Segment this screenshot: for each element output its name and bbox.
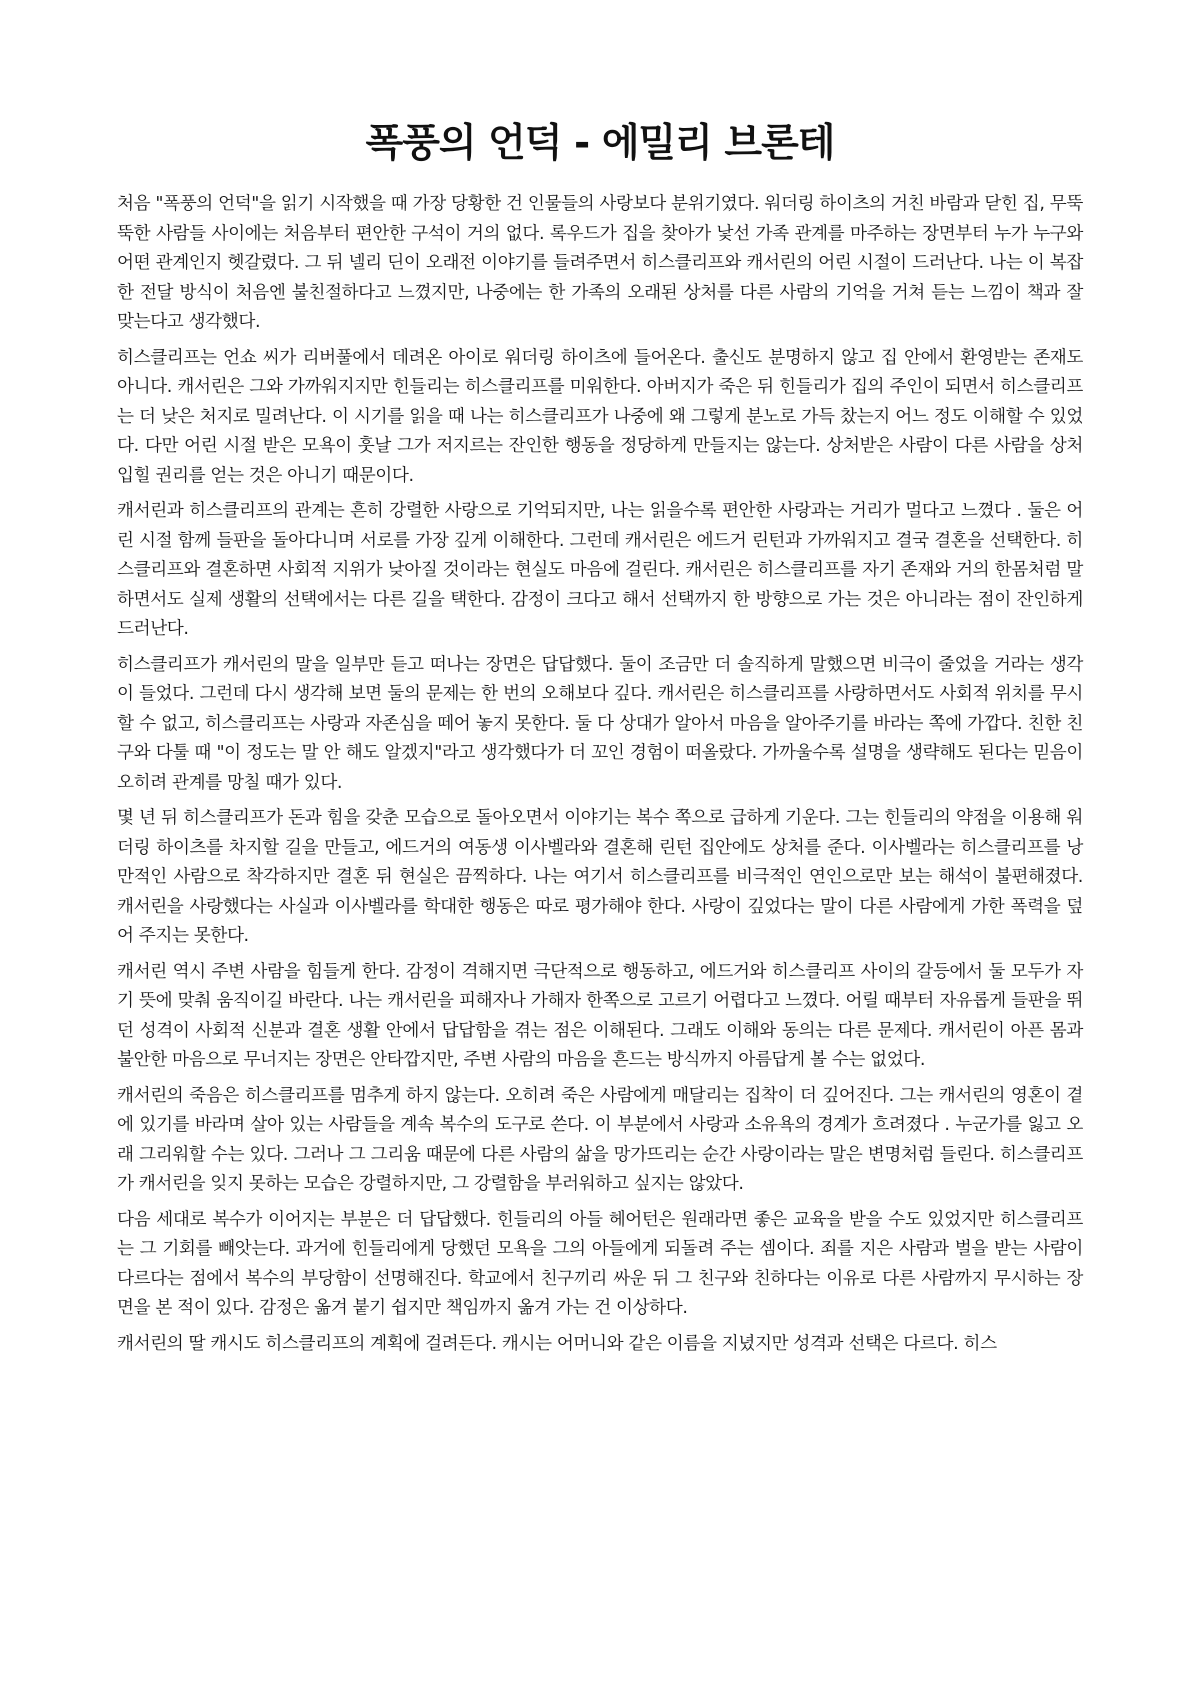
paragraph: 다음 세대로 복수가 이어지는 부분은 더 답답했다. 힌들리의 아들 헤어턴은 원래라면 좋은 교육을 받을 수도 있었지만 히스클리프는 그 기회를 빼앗는다. 과거에 힌들리에게 당했던 모욕을 그의 아들에게 되돌려 주는 셈이다. 죄를 지은 사람과 벌을 받는 사람이 다르다는 점에서 복수의 부당함이 선명해진다. 학교에서 친구끼리 싸운 뒤 그 친구와 친하다는 이유로 다른 사람까지 무시하는 장면을 본 적이 있다. 감정은 옮겨 붙기 쉽지만 책임까지 옮겨 가는 건 이상하다. <box>117 1209 1083 1318</box>
paragraph: 캐서린과 히스클리프의 관계는 흔히 강렬한 사랑으로 기억되지만, 나는 읽을수록 편안한 사랑과는 거리가 멀다고 느꼈다 . 둘은 어린 시절 함께 들판을 돌아다니며 서로를 가장 깊게 이해한다. 그런데 캐서린은 에드거 린턴과 가까워지고 결국 결혼을 선택한다. 히스클리프와 결혼하면 사회적 지위가 낮아질 것이라는 현실도 마음에 걸린다. 캐서린은 히스클리프를 자기 존재와 거의 한몸처럼 말하면서도 실제 생활의 선택에서는 다른 길을 택한다. 감정이 크다고 해서 선택까지 한 방향으로 가는 것은 아니라는 점이 잔인하게 드러난다. <box>117 501 1083 639</box>
document-body <box>117 190 1083 1359</box>
paragraph: 몇 년 뒤 히스클리프가 돈과 힘을 갖춘 모습으로 돌아오면서 이야기는 복수 쪽으로 급하게 기운다. 그는 힌들리의 약점을 이용해 워더링 하이츠를 차지할 길을 만들고, 에드거의 여동생 이사벨라와 결혼해 린턴 집안에도 상처를 준다. 이사벨라는 히스클리프를 낭만적인 사람으로 착각하지만 결혼 뒤 현실은 끔찍하다. 나는 여기서 히스클리프를 비극적인 연인으로만 보는 해석이 불편해졌다. 캐서린을 사랑했다는 사실과 이사벨라를 학대한 행동은 따로 평가해야 한다. 사랑이 깊었다는 말이 다른 사람에게 가한 폭력을 덮어 주지는 못한다. <box>117 808 1083 946</box>
paragraph: 캐서린의 딸 캐시도 히스클리프의 계획에 걸려든다. 캐시는 어머니와 같은 이름을 지녔지만 성격과 선택은 다르다. 히스 <box>117 1333 997 1354</box>
paragraph: 처음 "폭풍의 언덕"을 읽기 시작했을 때 가장 당황한 건 인물들의 사랑보다 분위기였다. 워더링 하이츠의 거친 바람과 닫힌 집, 무뚝뚝한 사람들 사이에는 처음부터 편안한 구석이 거의 없다. 록우드가 집을 찾아가 낯선 가족 관계를 마주하는 장면부터 누가 누구와 어떤 관계인지 헷갈렸다. 그 뒤 넬리 딘이 오래전 이야기를 들려주면서 히스클리프와 캐서린의 어린 시절이 드러난다. 나는 이 복잡한 전달 방식이 처음엔 불친절하다고 느꼈지만, 나중에는 한 가족의 오래된 상처를 다른 사람의 기억을 거쳐 듣는 느낌이 책과 잘 맞는다고 생각했다. <box>117 194 1083 332</box>
paragraph: 캐서린 역시 주변 사람을 힘들게 한다. 감정이 격해지면 극단적으로 행동하고, 에드거와 히스클리프 사이의 갈등에서 둘 모두가 자기 뜻에 맞춰 움직이길 바란다. 나는 캐서린을 피해자나 가해자 한쪽으로 고르기 어렵다고 느꼈다. 어릴 때부터 자유롭게 들판을 뛰던 성격이 사회적 신분과 결혼 생활 안에서 답답함을 겪는 점은 이해된다. 그래도 이해와 동의는 다른 문제다. 캐서린이 아픈 몸과 불안한 마음으로 무너지는 장면은 안타깝지만, 주변 사람의 마음을 흔드는 방식까지 아름답게 볼 수는 없었다. <box>117 961 1083 1070</box>
paragraph: 캐서린의 죽음은 히스클리프를 멈추게 하지 않는다. 오히려 죽은 사람에게 매달리는 집착이 더 깊어진다. 그는 캐서린의 영혼이 곁에 있기를 바라며 살아 있는 사람들을 계속 복수의 도구로 쓴다. 이 부분에서 사랑과 소유욕의 경계가 흐려졌다 . 누군가를 잃고 오래 그리워할 수는 있다. 그러나 그 그리움 때문에 다른 사람의 삶을 망가뜨리는 순간 사랑이라는 말은 변명처럼 들린다. 히스클리프가 캐서린을 잊지 못하는 모습은 강렬하지만, 그 강렬함을 부러워하고 싶지는 않았다. <box>117 1085 1083 1194</box>
document-title: 폭풍의 언덕 - 에밀리 브론테 <box>365 121 835 166</box>
paragraph: 히스클리프가 캐서린의 말을 일부만 듣고 떠나는 장면은 답답했다. 둘이 조금만 더 솔직하게 말했으면 비극이 줄었을 거라는 생각이 들었다. 그런데 다시 생각해 보면 둘의 문제는 한 번의 오해보다 깊다. 캐서린은 히스클리프를 사랑하면서도 사회적 위치를 무시할 수 없고, 히스클리프는 사랑과 자존심을 떼어 놓지 못한다. 둘 다 상대가 알아서 마음을 알아주기를 바라는 쪽에 가깝다. 친한 친구와 다툴 때 "이 정도는 말 안 해도 알겠지"라고 생각했다가 더 꼬인 경험이 떠올랐다. 가까울수록 설명을 생략해도 된다는 믿음이 오히려 관계를 망칠 때가 있다. <box>117 654 1083 793</box>
paragraph: 히스클리프는 언쇼 씨가 리버풀에서 데려온 아이로 워더링 하이츠에 들어온다. 출신도 분명하지 않고 집 안에서 환영받는 존재도 아니다. 캐서린은 그와 가까워지지만 힌들리는 히스클리프를 미워한다. 아버지가 죽은 뒤 힌들리가 집의 주인이 되면서 히스클리프는 더 낮은 처지로 밀려난다. 이 시기를 읽을 때 나는 히스클리프가 나중에 왜 그렇게 분노로 가득 찼는지 어느 정도 이해할 수 있었다. 다만 어린 시절 받은 모욕이 훗날 그가 저지르는 잔인한 행동을 정당하게 만들지는 않는다. 상처받은 사람이 다른 사람을 상처 입힐 권리를 얻는 것은 아니기 때문이다. <box>117 347 1083 486</box>
document-page <box>117 118 1083 1365</box>
